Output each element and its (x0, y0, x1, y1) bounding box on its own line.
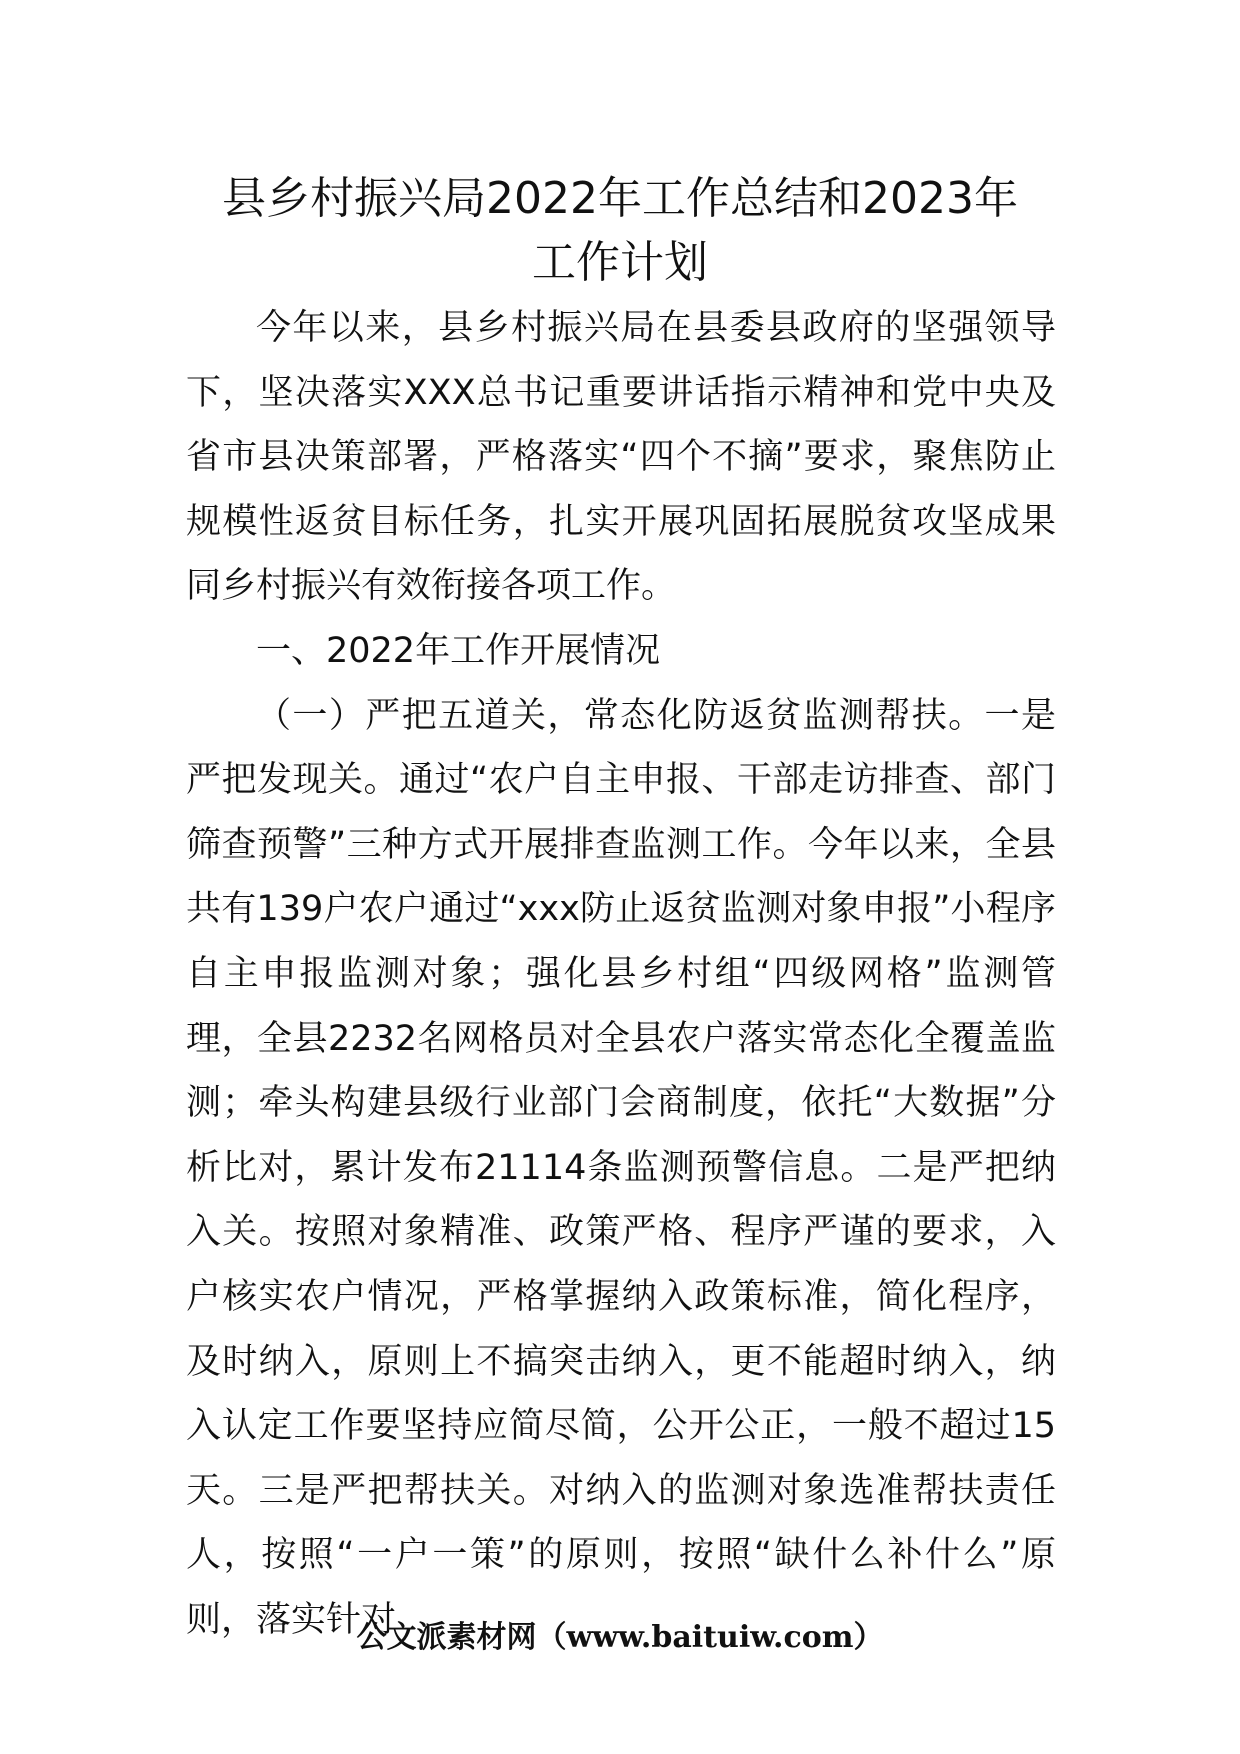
footer-watermark: 公文派素材网（www.baituiw.com） (356, 1620, 884, 1655)
body-paragraph: （一）严把五道关，常态化防返贫监测帮扶。一是严把发现关。通过“农户自主申报、干部走访排查、部门筛查预警”三种方式开展排查监测工作。今年以来，全县共有139户农户通过“xxx防止返贫监测对象申报”小程序自主申报监测对象；强化县乡村组“四级网格”监测管理，全县2232名网格员对全县农户落实常态化全覆盖监测；牵头构建县级行业部门会商制度，依托“大数据”分析比对，累计发布21114条监测预警信息。二是严把纳入关。按照对象精准、政策严格、程序严谨的要求，入户核实农户情况，严格掌握纳入政策标准，简化程序，及时纳入，原则上不搞突击纳入，更不能超时纳入，纳入认定工作要坚持应简尽简，公开公正，一般不超过15天。三是严把帮扶关。对纳入的监测对象选准帮扶责任人，按照“一户一策”的原则，按照“缺什么补什么”原则，落实针对 (186, 695, 1056, 1640)
section-heading: 一、2022年工作开展情况 (256, 630, 661, 671)
document-body (186, 296, 1056, 1652)
intro-paragraph: 今年以来，县乡村振兴局在县委县政府的坚强领导下，坚决落实XXX总书记重要讲话指示精神和党中央及省市县决策部署，严格落实“四个不摘”要求，聚焦防止规模性返贫目标任务，扎实开展巩固拓展脱贫攻坚成果同乡村振兴有效衔接各项工作。 (186, 308, 1056, 607)
document-title-line-1: 县乡村振兴局2022年工作总结和2023年 (222, 173, 1018, 224)
document-title-line-2: 工作计划 (532, 237, 708, 288)
